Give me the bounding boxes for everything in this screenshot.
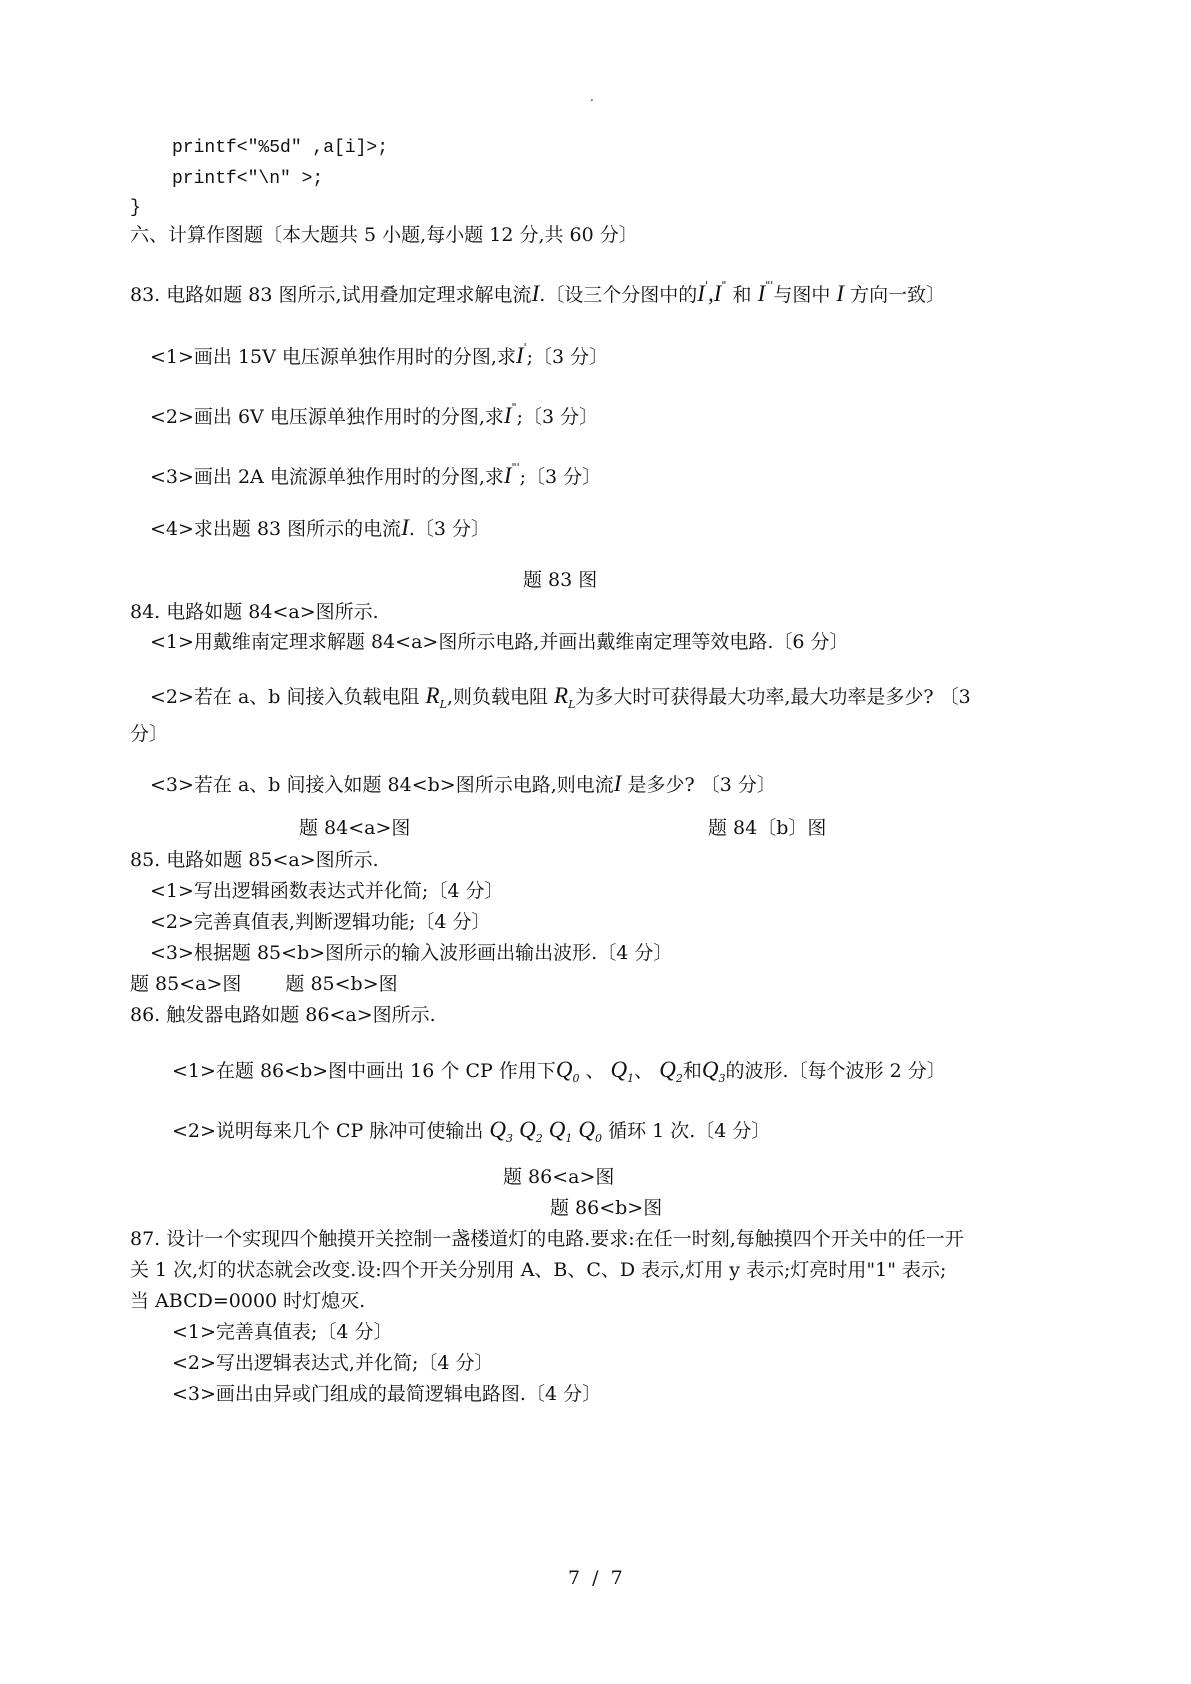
- q83-sep: ,: [707, 281, 714, 306]
- q83-part2: [150, 396, 598, 429]
- q86-part2-q1: Q: [548, 1117, 566, 1142]
- q83-part3-var: I: [503, 463, 512, 488]
- q85-intro: 85. 电路如题 85<a>图所示.: [130, 849, 379, 871]
- q85-part3: <3>根据题 85<b>图所示的输入波形画出输出波形.〔4 分〕: [150, 942, 673, 964]
- q86-part2: [172, 1118, 770, 1151]
- q83-part2-text-a: <2>画出 6V 电压源单独作用时的分图,求: [150, 406, 504, 428]
- q83-part2-text-b: ;〔3 分〕: [516, 406, 599, 428]
- code-closing-brace: }: [130, 198, 141, 218]
- q86-part2-sub1: 1: [565, 1132, 573, 1145]
- q86-part2-q3: Q: [489, 1117, 507, 1142]
- q83-var-i: I: [531, 281, 540, 306]
- q87-line2: 关 1 次,灯的状态就会改变.设:四个开关分别用 A、B、C、D 表示,灯用 y 表示;灯亮时用"1" 表示;: [130, 1259, 947, 1281]
- q84-part2-text-a: <2>若在 a、b 间接入负载电阻: [150, 686, 420, 708]
- q84-part2: [150, 684, 971, 717]
- section-title: 六、计算作图题〔本大题共 5 小题,每小题 12 分,共 60 分〕: [130, 224, 638, 246]
- q83-part4-text-b: .〔3 分〕: [408, 518, 491, 540]
- q84-part2-text-b: ,则负载电阻: [446, 686, 548, 708]
- q86-var-q0: Q: [555, 1057, 573, 1082]
- q83-part4-text-a: <4>求出题 83 图所示的电流: [150, 518, 402, 540]
- q83-intro-text-a: 83. 电路如题 83 图所示,试用叠加定理求解电流: [130, 284, 532, 306]
- q83-part1-text-b: ;〔3 分〕: [526, 346, 609, 368]
- q86-var-q1: Q: [610, 1057, 628, 1082]
- q86-part2-text-b: 循环 1 次.〔4 分〕: [608, 1120, 771, 1142]
- q86-part1-sep1: 、: [585, 1060, 605, 1082]
- q87-part3: <3>画出由异或门组成的最简逻辑电路图.〔4 分〕: [172, 1383, 602, 1405]
- q84-intro: 84. 电路如题 84<a>图所示.: [130, 601, 379, 623]
- q84-figure-b-caption: 题 84〔b〕图: [708, 817, 827, 839]
- q83-intro-text-d: 与图中: [773, 284, 831, 306]
- q85-figure-captions: 题 85<a>图 题 85<b>图: [130, 973, 398, 995]
- q87-line3: 当 ABCD=0000 时灯熄灭.: [130, 1290, 366, 1312]
- q84-part2-cont: 分〕: [130, 723, 169, 745]
- q86-sub-1: 1: [627, 1072, 635, 1085]
- q85-part1: <1>写出逻辑函数表达式并化简;〔4 分〕: [150, 880, 504, 902]
- q83-part1-var: I: [515, 343, 524, 368]
- q83-prime1: ': [704, 279, 708, 292]
- q84-part2-var-r: R: [425, 683, 440, 708]
- q86-var-q3: Q: [701, 1057, 719, 1082]
- q83-var-i3: I: [757, 281, 766, 306]
- q84-part2-var-r2: R: [554, 683, 569, 708]
- q86-figure-b-caption: 题 86<b>图: [550, 1197, 663, 1219]
- q86-part2-sub0: 0: [595, 1132, 603, 1145]
- q84-part3-var: I: [613, 771, 622, 796]
- q83-part3-text-b: ;〔3 分〕: [519, 466, 602, 488]
- q83-var-i1: I: [697, 281, 705, 306]
- q84-part2-sub-l: L: [439, 698, 447, 711]
- q83-part4: [150, 516, 490, 541]
- q86-intro: 86. 触发器电路如题 86<a>图所示.: [130, 1004, 436, 1026]
- q84-part3-text-a: <3>若在 a、b 间接入如题 84<b>图所示电路,则电流: [150, 774, 614, 796]
- q86-part2-sub3: 3: [506, 1132, 514, 1145]
- q83-intro-text-b: .〔设三个分图中的: [539, 284, 698, 306]
- q83-part2-prime: ": [511, 401, 517, 414]
- q86-figure-a-caption: 题 86<a>图: [503, 1166, 615, 1188]
- q84-part3-text-b: 是多少? 〔3 分〕: [627, 774, 776, 796]
- q86-part1-text-b: 的波形.〔每个波形 2 分〕: [725, 1060, 946, 1082]
- q83-var-i2: I: [713, 281, 722, 306]
- q83-part2-var: I: [503, 403, 512, 428]
- q86-sub-2: 2: [675, 1072, 683, 1085]
- q87-line1: 87. 设计一个实现四个触摸开关控制一盏楼道灯的电路.要求:在任一时刻,每触摸四个开关中的任一开: [130, 1228, 964, 1250]
- q83-intro-text-c: 和: [732, 284, 752, 306]
- q83-part3-text-a: <3>画出 2A 电流源单独作用时的分图,求: [150, 466, 504, 488]
- q83-part1: [150, 336, 608, 369]
- q83-var-i-b: I: [836, 281, 845, 306]
- q86-part2-text-a: <2>说明每来几个 CP 脉冲可使输出: [172, 1120, 484, 1142]
- q86-part1-and: 和: [682, 1060, 702, 1082]
- q83-part3: [150, 456, 601, 489]
- q83-part3-prime: "': [511, 461, 520, 474]
- q84-part2-text-c: 为多大时可获得最大功率,最大功率是多少? 〔3: [575, 686, 971, 708]
- page-number: 7 / 7: [568, 1567, 626, 1589]
- q83-prime2: ": [721, 279, 727, 292]
- q83-intro: [130, 274, 945, 307]
- q86-part2-sub2: 2: [535, 1132, 543, 1145]
- q86-part2-q2: Q: [519, 1117, 536, 1142]
- q84-part2-sub-l2: L: [568, 698, 576, 711]
- q86-part1-sep2: 、: [634, 1060, 654, 1082]
- code-line-printf-newline: printf<"\n" >;: [172, 169, 324, 189]
- q84-part1: <1>用戴维南定理求解题 84<a>图所示电路,并画出戴维南定理等效电路.〔6 分〕: [150, 631, 849, 653]
- q86-sub-3: 3: [718, 1072, 726, 1085]
- q87-part1: <1>完善真值表;〔4 分〕: [172, 1321, 393, 1343]
- q86-part2-q0: Q: [578, 1117, 596, 1142]
- q83-part1-prime: ': [523, 341, 527, 354]
- q86-part1: [172, 1058, 946, 1091]
- header-dot: .: [590, 90, 594, 104]
- q83-prime3: "': [765, 279, 774, 292]
- q85-part2: <2>完善真值表,判断逻辑功能;〔4 分〕: [150, 911, 491, 933]
- code-line-printf-value: printf<"%5d" ,a[i]>;: [172, 138, 389, 158]
- q84-part3: [150, 772, 776, 797]
- q83-part1-text-a: <1>画出 15V 电压源单独作用时的分图,求: [150, 346, 516, 368]
- q84-figure-a-caption: 题 84<a>图: [299, 817, 411, 839]
- q83-intro-text-e: 方向一致〕: [850, 284, 946, 306]
- q87-part2: <2>写出逻辑表达式,并化简;〔4 分〕: [172, 1352, 494, 1374]
- q83-figure-caption: 题 83 图: [523, 569, 598, 591]
- q86-sub-0: 0: [572, 1072, 580, 1085]
- q86-var-q2: Q: [659, 1057, 676, 1082]
- q83-part4-var: I: [401, 515, 409, 540]
- q86-part1-text-a: <1>在题 86<b>图中画出 16 个 CP 作用下: [172, 1060, 556, 1082]
